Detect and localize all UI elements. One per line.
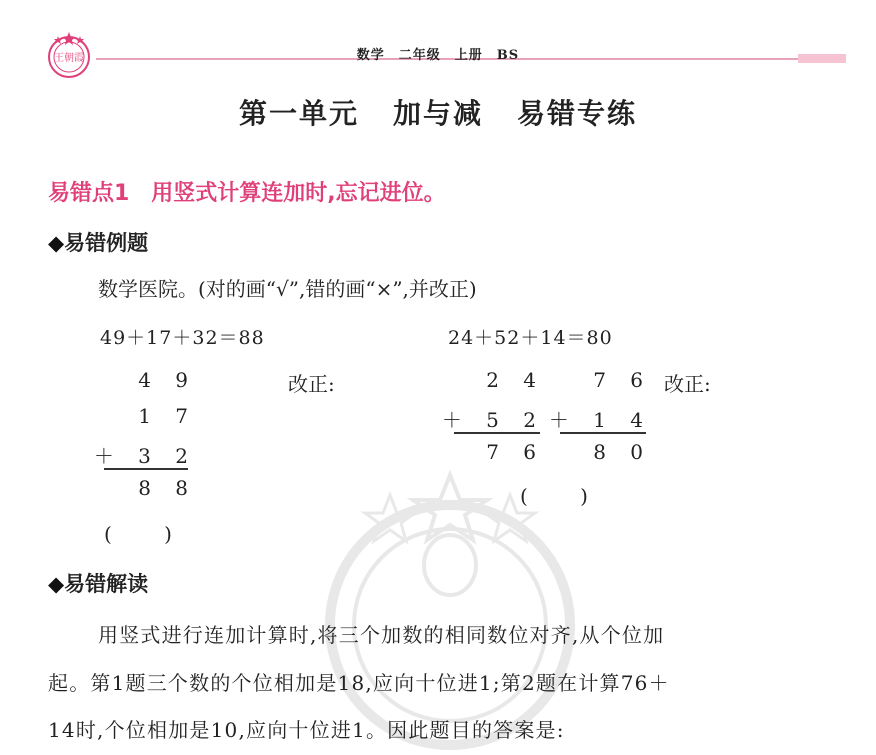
example-heading <box>48 227 148 257</box>
reading-heading <box>48 568 148 598</box>
problem2-step1-result: 7 6 <box>486 440 545 464</box>
problem1-answer-paren: ( ) <box>104 522 172 546</box>
problem2-step2-row-2: ＋ 1 4 <box>548 408 652 432</box>
diamond-bullet-icon: ◆ <box>48 231 65 255</box>
problem2-answer-paren: ( ) <box>520 484 588 508</box>
title-type: 易错专练 <box>517 97 638 130</box>
reading-line-3: 14时,个位相加是10,应向十位进1。因此题目的答案是: <box>48 718 565 742</box>
reading-line-2: 起。第1题三个数的个位相加是18,应向十位进1;第2题在计算76＋ <box>48 671 670 695</box>
problem1-row-2: 1 7 <box>138 404 197 428</box>
diamond-bullet-icon: ◆ <box>48 572 65 596</box>
problem2-step1-row-2: ＋ 5 2 <box>441 408 545 432</box>
problem2-step2-row-1: 7 6 <box>593 368 652 392</box>
problem1-result: 8 8 <box>138 476 197 500</box>
title-topic: 加与减 <box>392 97 483 130</box>
reading-line-1: 用竖式进行连加计算时,将三个加数的相同数位对齐,从个位加 <box>98 623 665 647</box>
header-subject-line: 数学 二年级 上册 BS <box>356 48 520 63</box>
problem1-row-3: ＋ 3 2 <box>93 444 197 468</box>
page-title <box>0 92 876 132</box>
example-heading-label: 易错例题 <box>64 231 149 255</box>
problem2-step1-line <box>454 432 540 434</box>
problem1-sum-line <box>104 468 188 470</box>
problem2-step2-result: 8 0 <box>593 440 652 464</box>
problem2-step1-row-1: 2 4 <box>486 368 545 392</box>
reading-heading-label: 易错解读 <box>64 572 149 596</box>
title-unit: 第一单元 <box>238 97 359 130</box>
logo-text: 王朝霞 <box>54 53 84 64</box>
error-point-heading: 易错点1 用竖式计算连加时,忘记进位。 <box>48 181 446 206</box>
example-instruction: 数学医院。(对的画“√”,错的画“×”,并改正) <box>98 277 477 301</box>
problem2-step2-line <box>560 432 646 434</box>
problem1-correction-label: 改正: <box>288 372 335 396</box>
problem2-correction-label: 改正: <box>664 372 711 396</box>
problem1-equation: 49＋17＋32＝88 <box>100 327 265 349</box>
problem1-row-1: 4 9 <box>138 368 197 392</box>
problem2-equation: 24＋52＋14＝80 <box>448 327 613 349</box>
